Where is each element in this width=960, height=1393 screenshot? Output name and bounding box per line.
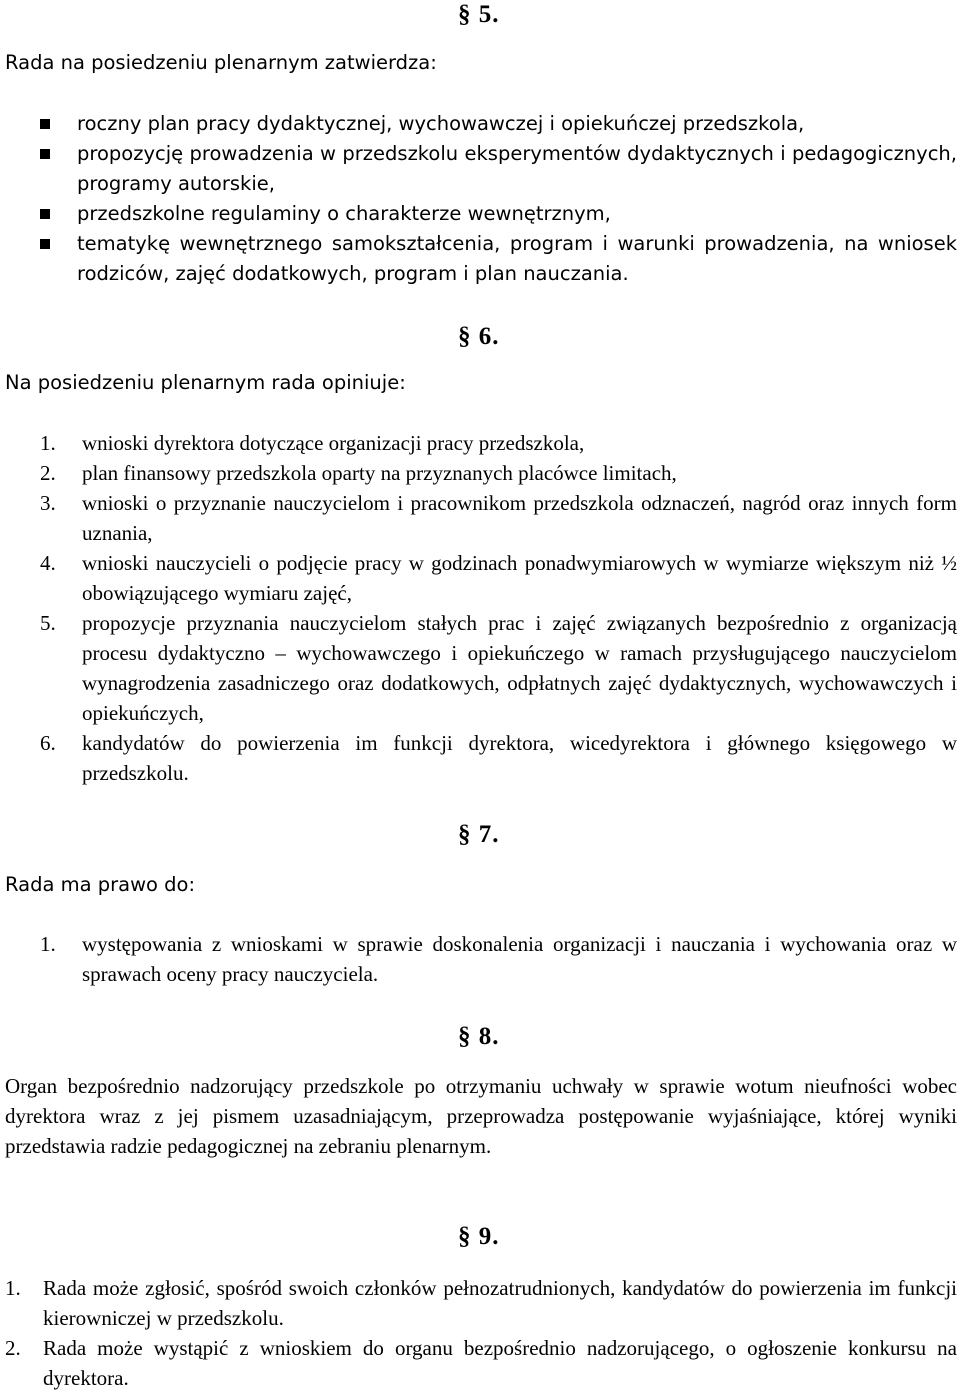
section-5-heading: § 5.: [458, 1, 500, 28]
square-bullet-icon: [40, 119, 50, 129]
square-bullet-icon: [40, 239, 50, 249]
section-6-intro: Na posiedzeniu plenarnym rada opiniuje:: [5, 371, 406, 394]
section-7-intro: Rada ma prawo do:: [5, 873, 196, 896]
document-page: § 5. Rada na posiedzeniu plenarnym zatwierdza: roczny plan pracy dydaktycznej, wychowawczej i opiekuńczej przedszkola, propozycję prowadzenia w przedszkolu eksperymentów dydaktycznych i pedagogicznych, programy autorskie, przedszkolne regulaminy o charakterze wewnętrznym, tematykę wewnętrznego samokształcenia, program i warunki prowadzenia, na wniosek rodziców, zajęć dodatkowych, program i plan nauczania. § 6. Na posiedzeniu plenarnym rada opiniuje: 1. wnioski dyrektora dotyczące organizacji pracy przedszkola, 2. plan finansowy przedszkola oparty na przyznanych placówce limitach, 3. wnioski o przyznanie nauczycielom i pracownikom przedszkola odznaczeń, nagród oraz innych form uznania, 4. wnioski nauczycieli o podjęcie pracy w godzinach ponadwymiarowych w wymiarze większym niż ½ obowiązującego wymiaru zajęć, 5. propozycje przyznania nauczycielom stałych prac i zajęć związanych bezpośrednio z organizacją procesu dydaktyczno – wychowawczego i opiekuńczego w ramach przysługującego nauczycielom wynagrodzenia zasadniczego oraz dodatkowych, odpłatnych zajęć dydaktycznych, wychowawczych i opiekuńczych, 6. kandydatów do powierzenia im funkcji dyrektora, wicedyrektora i głównego księgowego w przedszkolu. § 7. Rada ma prawo do: 1. występowania z wnioskami w sprawie doskonalenia organizacji i nauczania i wychowania oraz w sprawach oceny pracy nauczyciela. § 8. Organ bezpośrednio nadzorujący przedszkole po otrzymaniu uchwały w sprawie wotum nieufności wobec dyrektora wraz z jej pismem uzasadniającym, przeprowadza postępowanie wyjaśniające, której wyniki przedstawia radzie pedagogicznej na zebraniu plenarnym. § 9. 1. Rada może zgłosić, spośród swoich członków pełnozatrudnionych, kandydatów do powierzenia im funkcji kierowniczej w przedszkolu. 2. Rada może wystąpić z wnioskiem do organu bezpośrednio nadzorującego, o ogłoszenie konkursu na dyrektora.: [5, 1, 957, 1390]
section-5-intro: Rada na posiedzeniu plenarnym zatwierdza:: [5, 51, 437, 74]
section-8-heading: § 8.: [458, 1023, 500, 1050]
section-8-paragraph: Organ bezpośrednio nadzorujący przedszkole po otrzymaniu uchwały w sprawie wotum nieufności wobec dyrektora wraz z jej pismem uzasadniającym, przeprowadza postępowanie wyjaśniające, której wyniki przedstawia radzie pedagogicznej na zebraniu plenarnym.: [5, 1074, 957, 1158]
section-9-heading: § 9.: [458, 1223, 500, 1250]
square-bullet-icon: [40, 149, 50, 159]
section-6-heading: § 6.: [458, 323, 500, 350]
square-bullet-icon: [40, 209, 50, 219]
section-7-heading: § 7.: [458, 821, 500, 848]
